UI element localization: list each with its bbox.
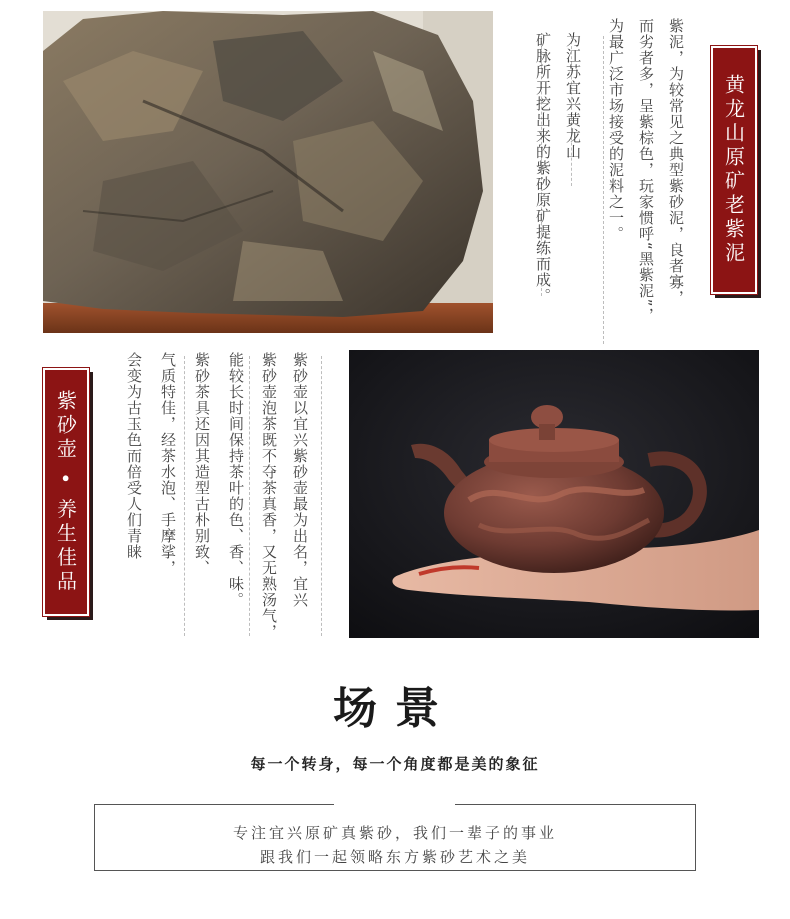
divider	[249, 356, 250, 636]
text-column-6: 会变为古玉色而倍受人们青睐	[125, 352, 143, 560]
text-column-3: 为最广泛市场接受的泥料之一。	[607, 18, 625, 242]
slogan-line-1: 专注宜兴原矿真紫砂，我们一辈子的事业	[232, 824, 557, 842]
section-tag-clay: 黄龙山原矿老紫泥	[711, 46, 757, 294]
teapot-photo	[349, 350, 759, 638]
divider	[321, 356, 322, 636]
text-column-2: 紫砂壶泡茶既不夺茶真香，又无熟汤气，	[260, 352, 278, 640]
ore-rock-photo	[43, 11, 493, 333]
scene-subtitle: 每一个转身，每一个角度都是美的象征	[250, 755, 540, 773]
slogan-line-2: 跟我们一起领略东方紫砂艺术之美	[259, 848, 530, 866]
slogan-frame-top-right	[455, 804, 695, 805]
text-column-1: 紫泥，为较常见之典型紫砂泥，良者寡，	[667, 18, 685, 306]
text-column-4: 为江苏宜兴黄龙山	[564, 32, 582, 160]
section-tag-teapot: 紫砂壶 • 养生佳品	[43, 368, 89, 616]
scene-title: 场景	[333, 683, 457, 734]
divider	[184, 356, 185, 636]
text-column-5: 气质特佳，经茶水泡、手摩挲，	[159, 352, 177, 576]
text-column-1: 紫砂壶以宜兴紫砂壶最为出名，宜兴	[291, 352, 309, 608]
text-column-5: 矿脉所开挖出来的紫砂原矿提练而成。	[534, 32, 552, 304]
text-column-2: 而劣者多，呈紫棕色，玩家惯呼“黑紫泥”，	[637, 18, 655, 324]
divider	[603, 36, 604, 344]
text-column-4: 紫砂茶具还因其造型古朴别致、	[193, 352, 211, 576]
slogan-frame-top-left	[94, 804, 334, 805]
text-column-3: 能较长时间保持茶叶的色、香、味。	[227, 352, 245, 608]
